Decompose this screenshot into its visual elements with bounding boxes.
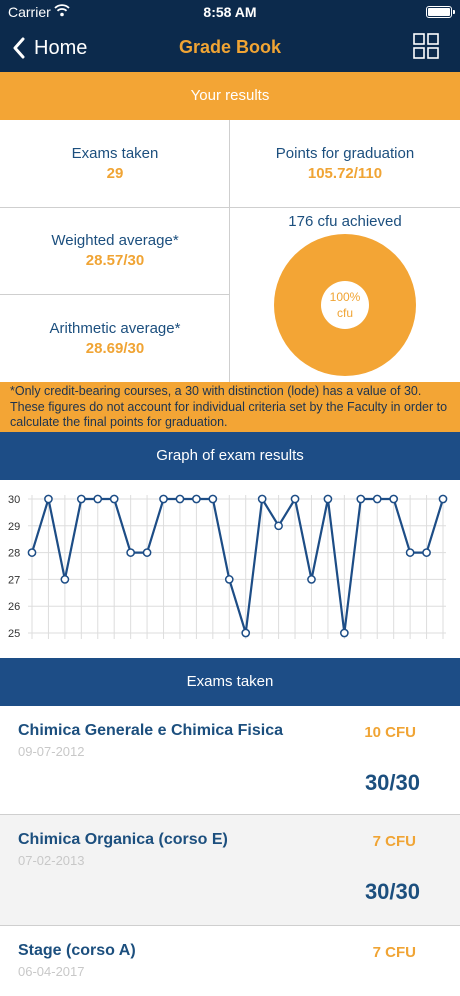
back-button[interactable] [12, 34, 87, 62]
exam-name: Chimica Organica (corso E) [18, 831, 228, 848]
status-time: 8:58 AM [203, 4, 257, 20]
exams-taken-stat [0, 145, 230, 182]
cfu-achieved-title: 176 cfu achieved [288, 213, 402, 230]
exam-cfu: 10 CFU [364, 724, 416, 741]
exam-list-item[interactable] [0, 815, 460, 925]
series-line [32, 499, 443, 633]
y-tick-label: 26 [8, 601, 21, 614]
data-point [341, 629, 348, 636]
y-tick-label: 25 [8, 628, 21, 640]
data-point [407, 549, 414, 556]
exam-results-chart [0, 480, 460, 658]
y-tick-label: 29 [8, 520, 21, 533]
y-tick-label: 28 [8, 547, 21, 560]
data-point [259, 495, 266, 502]
data-point [226, 576, 233, 583]
arithmetic-average-value: 28.69/30 [85, 340, 145, 357]
arithmetic-average-label: Arithmetic average* [49, 320, 181, 337]
data-point [176, 495, 183, 502]
y-tick-label: 27 [8, 574, 21, 587]
exams-taken-label: Exams taken [71, 145, 159, 162]
data-point [357, 495, 364, 502]
points-value: 105.72/110 [307, 165, 383, 182]
data-point [209, 495, 216, 502]
data-point [308, 576, 315, 583]
exam-date: 09-07-2012 [18, 744, 85, 759]
grid-menu-icon[interactable] [413, 33, 439, 59]
data-point [94, 495, 101, 502]
carrier-label: Carrier [8, 4, 51, 20]
cfu-pie-chart [274, 234, 416, 376]
data-point [291, 495, 298, 502]
data-point [45, 495, 52, 502]
data-point [127, 549, 134, 556]
graph-header: Graph of exam results [0, 432, 460, 480]
y-tick-label: 30 [8, 494, 21, 506]
data-point [324, 495, 331, 502]
data-point [61, 576, 68, 583]
page-title: Grade Book [178, 37, 282, 57]
data-point [390, 495, 397, 502]
cfu-pie-center [321, 281, 369, 329]
data-point [275, 522, 282, 529]
exam-date: 07-02-2013 [18, 853, 85, 868]
footnote: *Only credit-bearing courses, a 30 with distinction (lode) has a value of 30. These figures do not account for individual criteria set by the Faculty in order to calculate the final points for graduation. [0, 382, 460, 432]
exam-date: 06-04-2017 [18, 964, 85, 979]
exam-cfu: 7 CFU [372, 833, 416, 850]
data-point [242, 629, 249, 636]
weighted-average-stat [0, 232, 230, 269]
divider [0, 294, 230, 295]
exams-header: Exams taken [0, 658, 460, 706]
data-point [160, 495, 167, 502]
data-point [193, 495, 200, 502]
exam-grade: 30/30 [364, 770, 420, 795]
exam-cfu: 7 CFU [372, 944, 416, 961]
points-stat [230, 145, 460, 182]
exam-grade: 30/30 [364, 879, 420, 904]
data-point [374, 495, 381, 502]
divider [0, 207, 460, 208]
chevron-left-icon [12, 37, 26, 59]
navigation-bar [0, 0, 460, 72]
cfu-percent: 100% [329, 290, 361, 304]
back-label: Home [34, 36, 88, 59]
data-point [78, 495, 85, 502]
results-header: Your results [0, 72, 460, 120]
exam-list-item[interactable] [0, 706, 460, 814]
points-label: Points for graduation [275, 145, 415, 162]
weighted-average-value: 28.57/30 [85, 252, 145, 269]
weighted-average-label: Weighted average* [51, 232, 179, 249]
battery-icon [426, 6, 452, 18]
exam-list-item[interactable] [0, 926, 460, 996]
exam-name: Chimica Generale e Chimica Fisica [18, 722, 284, 739]
data-point [439, 495, 446, 502]
exam-name: Stage (corso A) [18, 942, 136, 959]
data-point [423, 549, 430, 556]
cfu-unit: cfu [336, 306, 353, 320]
data-point [111, 495, 118, 502]
status-bar [0, 0, 460, 24]
data-point [28, 549, 35, 556]
data-point [143, 549, 150, 556]
arithmetic-average-stat [0, 320, 230, 357]
exams-taken-value: 29 [106, 165, 124, 182]
